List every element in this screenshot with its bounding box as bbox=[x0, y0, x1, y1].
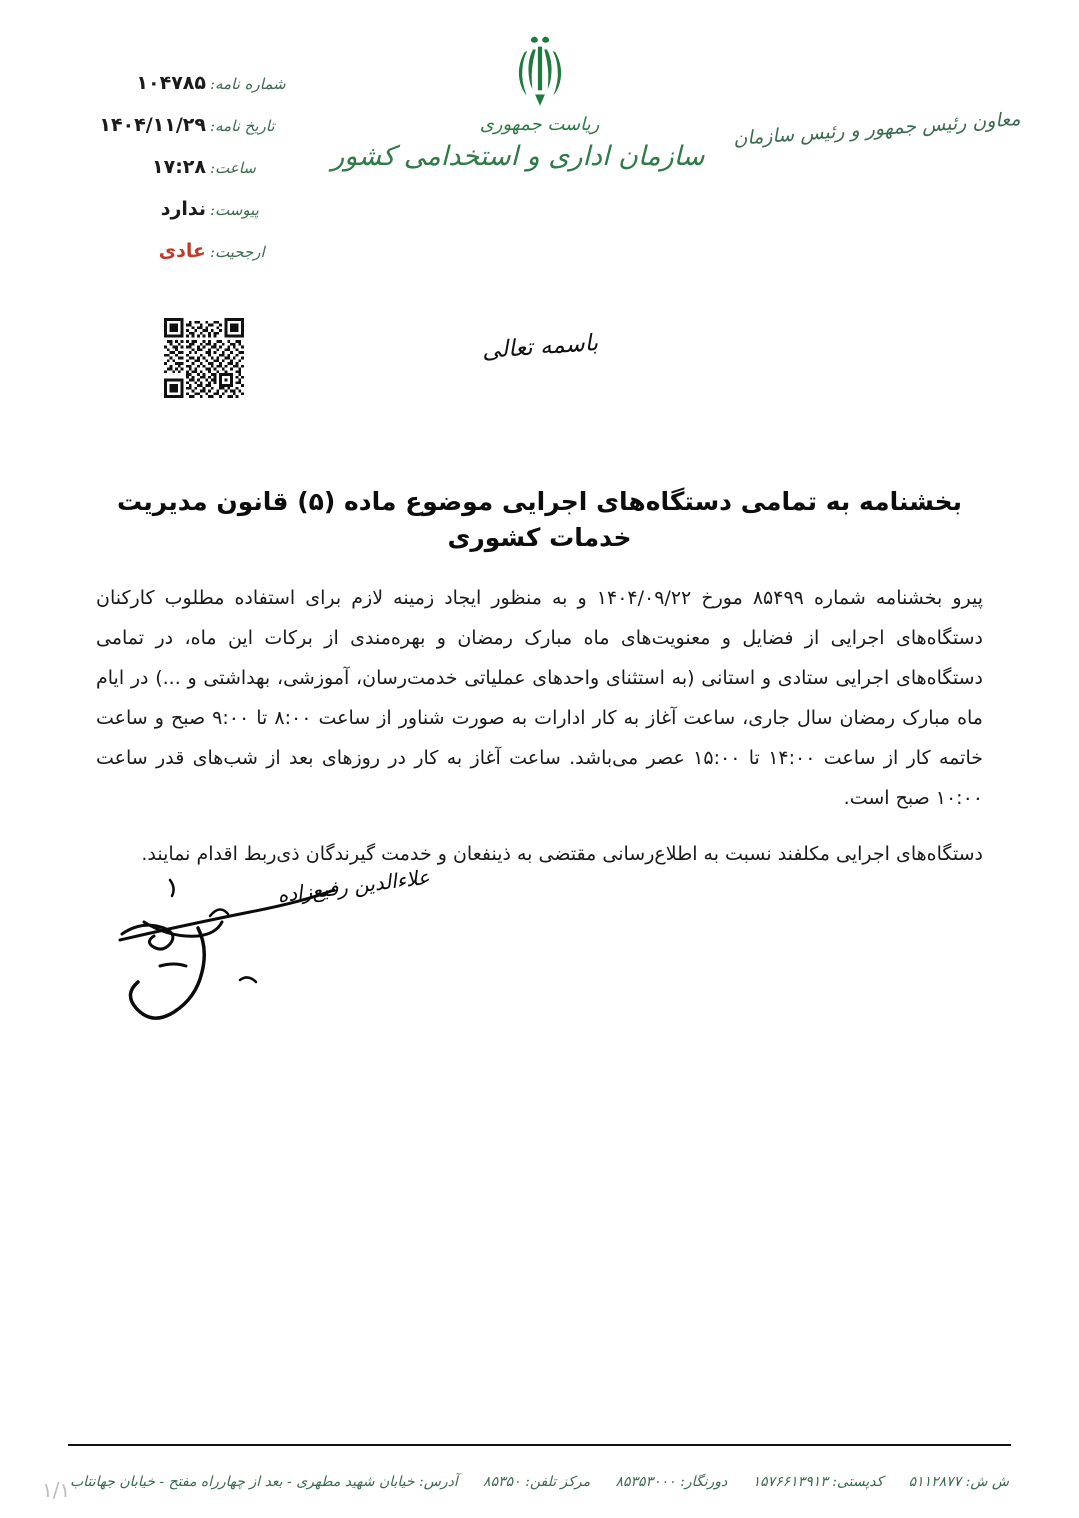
meta-label-letter-date: تاریخ نامه: bbox=[210, 117, 275, 135]
basmala-text: باسمه تعالی bbox=[480, 329, 599, 365]
footer-registration: ش ش: ۵۱۱۲۸۷۷ bbox=[908, 1474, 1009, 1490]
footer-divider bbox=[68, 1444, 1011, 1446]
qr-code-icon bbox=[162, 318, 246, 398]
meta-value-priority: عادی bbox=[158, 240, 206, 262]
meta-value-time: ۱۷:۲۸ bbox=[152, 156, 206, 178]
footer-address: آدرس: خیابان شهید مطهری - بعد از چهارراه مفتح - خیابان جهانتاب bbox=[70, 1474, 458, 1490]
meta-row-attachment bbox=[96, 198, 296, 240]
body-paragraph-1: پیرو بخشنامه شماره ۸۵۴۹۹ مورخ ۱۴۰۴/۰۹/۲۲ و به منظور ایجاد زمینه لازم برای استفاده مطلوب کارکنان دستگاه‌های اجرایی از فضایل و معنویت‌های ماه مبارک رمضان و بهره‌مندی از برکات این ماه، در تمامی دستگاه‌های اجرایی ستادی و استانی (به استثنای واحدهای عملیاتی خدمت‌رسان، آموزشی، بهداشتی و ...) در ایام ماه مبارک رمضان سال جاری، ساعت آغاز به کار ادارات به صورت شناور از ساعت ۸:۰۰ تا ۹:۰۰ صبح و ساعت خاتمه کار از ساعت ۱۴:۰۰ تا ۱۵:۰۰ عصر می‌باشد. ساعت آغاز به کار در روزهای بعد از شب‌های قدر ساعت ۱۰:۰۰ صبح است. bbox=[96, 587, 984, 809]
meta-label-letter-number: شماره نامه: bbox=[210, 75, 286, 93]
meta-row-letter-number bbox=[96, 72, 296, 114]
meta-label-time: ساعت: bbox=[210, 159, 256, 177]
meta-row-time bbox=[96, 156, 296, 198]
signer-name: علاءالدین رفیع‌زاده bbox=[276, 864, 431, 908]
footer-postal-code: کدپستی: ۱۵۷۶۶۱۳۹۱۳ bbox=[752, 1474, 884, 1490]
meta-value-letter-number: ۱۰۴۷۸۵ bbox=[136, 72, 206, 94]
document-body bbox=[96, 578, 983, 874]
page-number: ۱/۱ bbox=[42, 1478, 71, 1502]
signature-block bbox=[110, 862, 430, 1032]
meta-label-priority: ارجحیت: bbox=[210, 243, 265, 261]
letter-metadata bbox=[96, 72, 296, 282]
document-header bbox=[0, 0, 1079, 365]
page-title: بخشنامه به تمامی دستگاه‌های اجرایی موضوع ماده (۵) قانون مدیریت خدمات کشوری bbox=[116, 487, 963, 553]
signer-title-header: معاون رئیس جمهور و رئیس سازمان bbox=[732, 107, 1022, 151]
meta-row-priority bbox=[96, 240, 296, 282]
letterhead-emblem-block bbox=[331, 34, 705, 172]
footer-fax: دورنگار: ۸۵۳۵۳۰۰۰ bbox=[615, 1474, 728, 1490]
footer-phone-center: مرکز تلفن: ۸۵۳۵۰ bbox=[483, 1474, 591, 1490]
meta-value-letter-date: ۱۴۰۴/۱۱/۲۹ bbox=[99, 114, 206, 136]
org-line-presidency: ریاست جمهوری bbox=[479, 114, 600, 135]
meta-row-letter-date bbox=[96, 114, 296, 156]
iran-national-emblem-icon bbox=[504, 34, 576, 110]
meta-label-attachment: پیوست: bbox=[210, 201, 259, 219]
body-paragraph-2: دستگاه‌های اجرایی مکلفند نسبت به اطلاع‌رسانی مقتضی به ذینفعان و خدمت گیرندگان ذی‌ربط اقدام نمایند. bbox=[141, 843, 983, 865]
meta-value-attachment: ندارد bbox=[160, 198, 206, 220]
document-footer bbox=[68, 1474, 1011, 1490]
org-line-organization: سازمان اداری و استخدامی کشور bbox=[331, 141, 705, 172]
